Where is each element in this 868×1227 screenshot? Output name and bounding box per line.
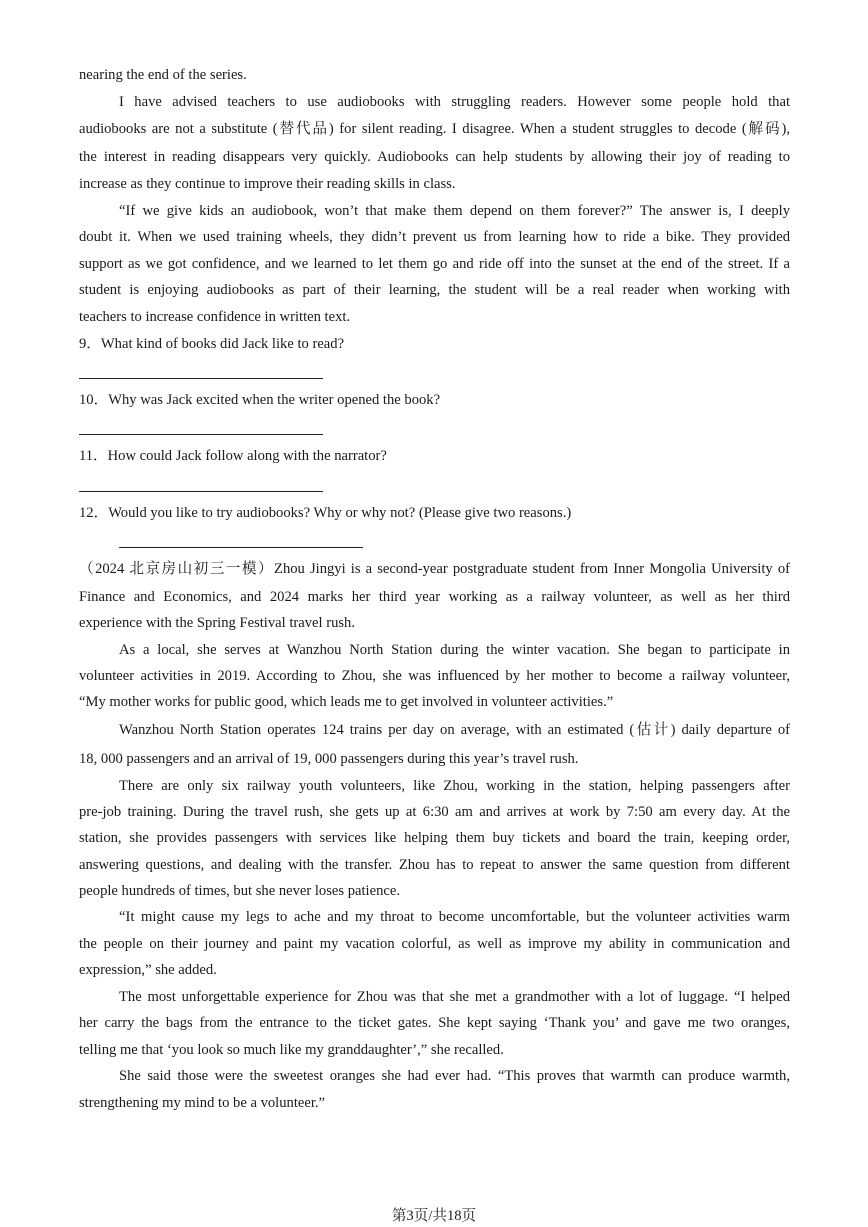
page-number: 第3页/共18页 — [391, 1208, 477, 1224]
answer-line-12[interactable] — [119, 547, 363, 548]
passage2-p1-line: As a local, she serves at Wanzhou North Station during the winter vacation. She began to participate in — [119, 642, 790, 658]
passage2-p3-line: pre-job training. During the travel rush, she gets up at 6:30 am and arrives at work by 7:50 am every day. At the — [79, 804, 790, 820]
passage2-p3-line: people hundreds of times, but she never loses patience. — [79, 883, 400, 899]
question-9: 9．What kind of books did Jack like to read? — [79, 336, 345, 352]
answer-line-9[interactable] — [79, 378, 323, 379]
answer-line-10[interactable] — [79, 434, 323, 435]
passage2-p4-line: “It might cause my legs to ache and my throat to become uncomfortable, but the volunteer activities warm — [119, 909, 790, 925]
passage2-p4-line: expression,” she added. — [79, 962, 217, 978]
passage2-p6-line: She said those were the sweetest oranges she had ever had. “This proves that warmth can produce warmth, — [119, 1068, 790, 1084]
passage2-p4-line: the people on their journey and paint my vacation colorful, as well as improve my ability in communication and — [79, 936, 790, 952]
passage2-intro-line: （2024 北京房山初三一模）Zhou Jingyi is a second-year postgraduate student from Inner Mongolia University of — [79, 561, 790, 577]
passage1-para2-line: I have advised teachers to use audiobooks with struggling readers. However some people hold that — [119, 94, 790, 110]
question-11: 11．How could Jack follow along with the narrator? — [79, 448, 387, 464]
passage2-p1-line: “My mother works for public good, which leads me to get involved in volunteer activities.” — [79, 694, 614, 710]
passage2-p3-line: answering questions, and dealing with the transfer. Zhou has to repeat to answer the same question from different — [79, 857, 790, 873]
passage1-para2-line: the interest in reading disappears very quickly. Audiobooks can help students by allowing their joy of reading to — [79, 149, 790, 165]
passage2-intro-line: experience with the Spring Festival travel rush. — [79, 615, 355, 631]
passage2-p5-line: The most unforgettable experience for Zhou was that she met a grandmother with a lot of luggage. “I helped — [119, 989, 790, 1005]
passage1-para2-line: audiobooks are not a substitute (替代品) for silent reading. I disagree. When a student struggles to decode (解码), — [79, 121, 790, 137]
passage2-p6-line: strengthening my mind to be a volunteer.” — [79, 1095, 326, 1111]
passage2-p5-line: her carry the bags from the entrance to the ticket gates. She kept saying ‘Thank you’ and gave me two oranges, — [79, 1015, 790, 1031]
question-12: 12．Would you like to try audiobooks? Why or why not? (Please give two reasons.) — [79, 505, 572, 521]
passage2-p3-line: station, she provides passengers with services like helping them buy tickets and board the train, keeping order, — [79, 830, 790, 846]
passage1-para3-line: student is enjoying audiobooks as part of their learning, the student will be a real reader when working with — [79, 282, 790, 298]
passage1-para1-end: nearing the end of the series. — [79, 67, 247, 83]
passage2-intro-line: Finance and Economics, and 2024 marks her third year working as a railway volunteer, as well as her third — [79, 589, 790, 605]
question-10: 10．Why was Jack excited when the writer opened the book? — [79, 392, 441, 408]
passage1-para3-line: “If we give kids an audiobook, won’t that make them depend on them forever?” The answer is, I deeply — [119, 203, 790, 219]
passage1-para3-line: support as we got confidence, and we learned to let them go and ride off into the sunset at the end of the street. If a — [79, 256, 790, 272]
passage1-para3-line: doubt it. When we used training wheels, they didn’t prevent us from learning how to ride a bike. They provided — [79, 229, 790, 245]
passage2-p1-line: volunteer activities in 2019. According to Zhou, she was influenced by her mother to become a railway volunteer, — [79, 668, 790, 684]
answer-line-11[interactable] — [79, 491, 323, 492]
passage2-p2-line: Wanzhou North Station operates 124 trains per day on average, with an estimated (估计) daily departure of — [119, 722, 790, 738]
passage2-p3-line: There are only six railway youth volunteers, like Zhou, working in the station, helping passengers after — [119, 778, 790, 794]
passage1-para3-line: teachers to increase confidence in written text. — [79, 309, 351, 325]
passage1-para2-line: increase as they continue to improve their reading skills in class. — [79, 176, 456, 192]
passage2-p5-line: telling me that ‘you look so much like my granddaughter’,” she recalled. — [79, 1042, 504, 1058]
passage2-p2-line: 18, 000 passengers and an arrival of 19, 000 passengers during this year’s travel rush. — [79, 751, 579, 767]
